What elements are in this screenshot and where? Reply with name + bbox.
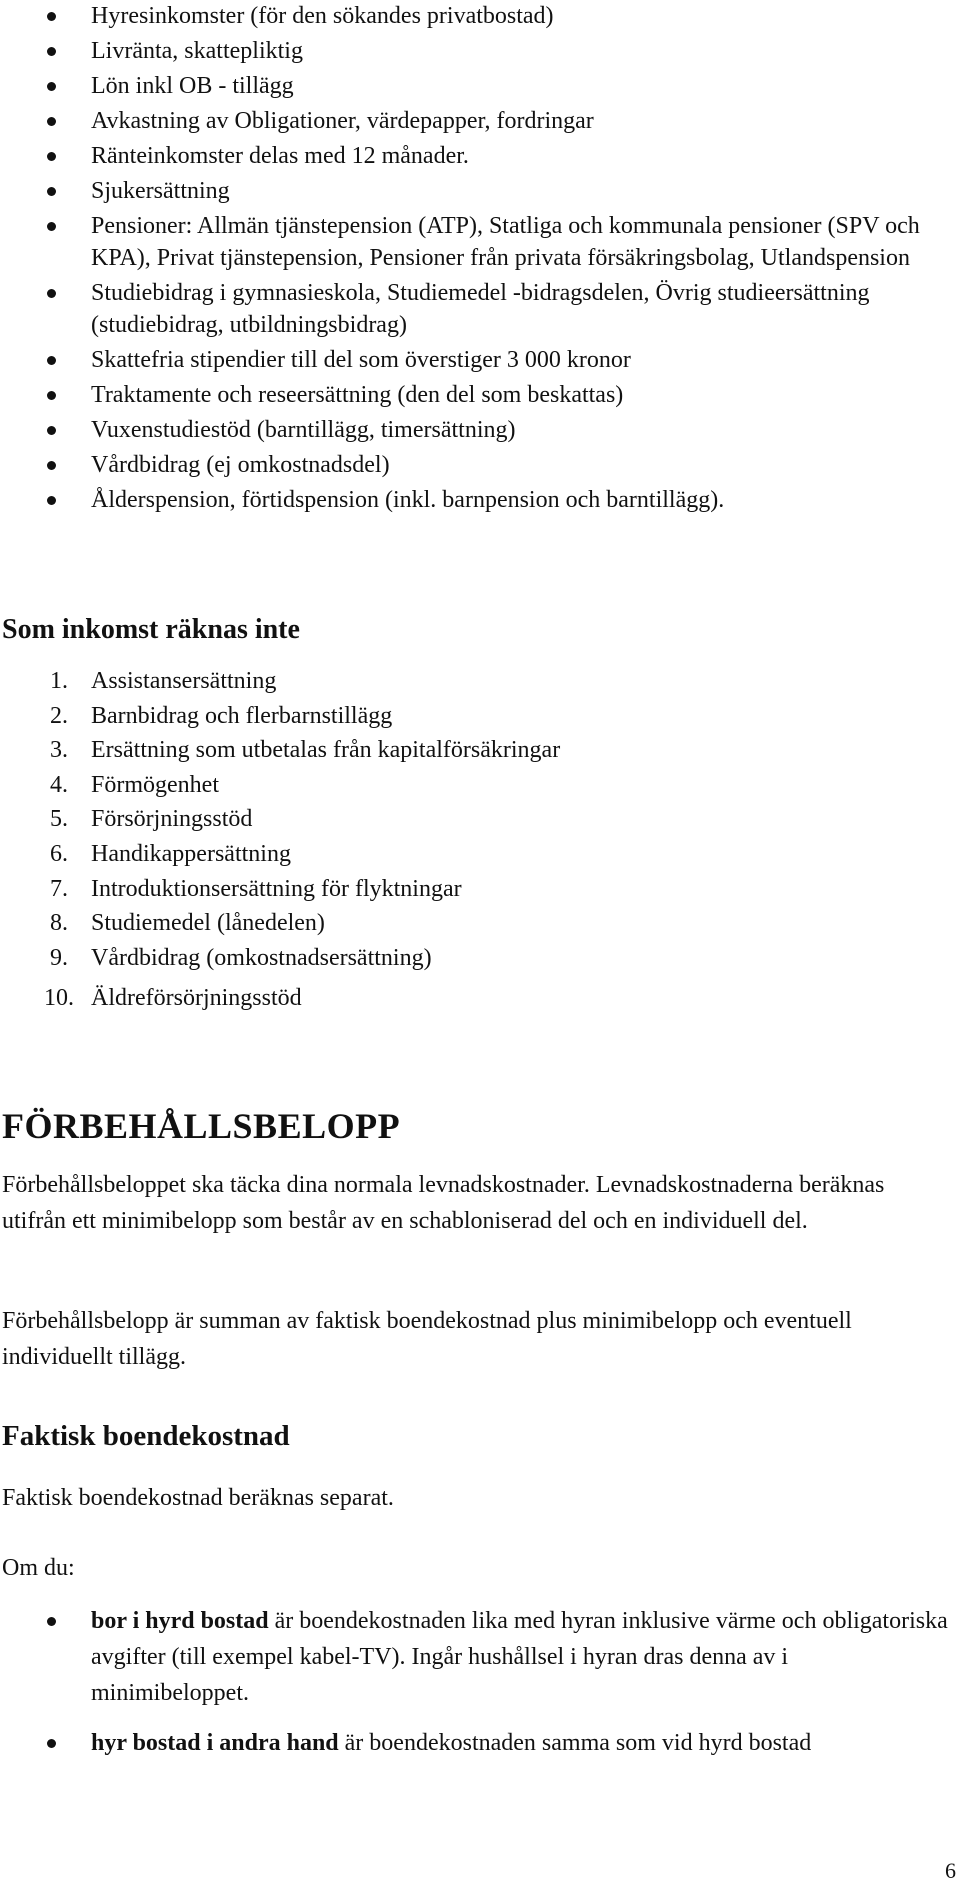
forbehallsbelopp-paragraph-2: Förbehållsbelopp är summan av faktisk boendekostnad plus minimibelopp och eventuell individuellt tillägg. bbox=[2, 1308, 852, 1370]
list-item-text: Barnbidrag och flerbarnstillägg bbox=[91, 702, 393, 729]
list-item-text: Pensioner: Allmän tjänstepension (ATP), Statliga och kommunala pensioner (SPV och KPA), Privat tjänstepension, Pensioner från privata försäkringsbolag, Utlandspension bbox=[91, 213, 920, 271]
list-number: 3. bbox=[50, 737, 68, 764]
forbehallsbelopp-heading: FÖRBEHÅLLSBELOPP bbox=[2, 1106, 401, 1146]
list-item-bold: hyr bostad i andra hand bbox=[91, 1730, 339, 1756]
list-item-text: Äldreförsörjningsstöd bbox=[91, 985, 302, 1012]
list-item-text: Hyresinkomster (för den sökandes privatbostad) bbox=[91, 3, 554, 29]
list-item bbox=[0, 873, 960, 908]
bullet-icon bbox=[47, 1617, 56, 1626]
list-item-text: Traktamente och reseersättning (den del som beskattas) bbox=[91, 382, 624, 408]
bullet-icon bbox=[47, 12, 56, 21]
list-item bbox=[0, 210, 960, 274]
list-item bbox=[0, 665, 960, 700]
list-item-text: Livränta, skattepliktig bbox=[91, 38, 303, 64]
bullet-icon bbox=[47, 461, 56, 470]
list-item-text: Ersättning som utbetalas från kapitalförsäkringar bbox=[91, 737, 561, 764]
bullet-icon bbox=[47, 289, 56, 298]
list-item bbox=[0, 70, 960, 102]
list-item bbox=[0, 0, 960, 32]
list-item bbox=[0, 769, 960, 804]
list-item bbox=[0, 838, 960, 873]
bullet-icon bbox=[47, 82, 56, 91]
list-item bbox=[0, 105, 960, 137]
list-item-text: Lön inkl OB - tillägg bbox=[91, 73, 294, 99]
list-item bbox=[0, 1725, 960, 1761]
excluded-heading: Som inkomst räknas inte bbox=[2, 614, 300, 645]
list-item-text: Studiebidrag i gymnasieskola, Studiemedel -bidragsdelen, Övrig studieersättning (studiebidrag, utbildningsbidrag) bbox=[91, 280, 870, 338]
list-item-text: Ålderspension, förtidspension (inkl. barnpension och barntillägg). bbox=[91, 487, 725, 513]
list-item bbox=[0, 35, 960, 67]
list-number: 4. bbox=[50, 771, 68, 798]
faktisk-boendekostnad-heading: Faktisk boendekostnad bbox=[2, 1420, 290, 1452]
forbehallsbelopp-paragraph-1: Förbehållsbeloppet ska täcka dina normala levnadskostnader. Levnadskostnaderna beräknas utifrån ett minimibelopp som består av en schabloniserad del och en individuell del. bbox=[2, 1172, 885, 1234]
list-item-text: Vårdbidrag (ej omkostnadsdel) bbox=[91, 452, 390, 478]
list-item-text: Försörjningsstöd bbox=[91, 806, 253, 833]
income-list bbox=[0, 0, 960, 519]
list-item-text: är boendekostnaden lika med hyran inklusive värme och obligatoriska avgifter (till exempel kabel-TV). Ingår hushållsel i hyran dras denna av i minimibeloppet. bbox=[91, 1608, 948, 1706]
faktisk-paragraph-1: Faktisk boendekostnad beräknas separat. bbox=[2, 1485, 394, 1511]
page-number: 6 bbox=[945, 1858, 956, 1883]
list-item bbox=[0, 1603, 960, 1711]
list-item bbox=[0, 414, 960, 446]
list-item bbox=[0, 803, 960, 838]
list-item bbox=[0, 982, 960, 1017]
list-item-text: Assistansersättning bbox=[91, 668, 277, 694]
bullet-icon bbox=[47, 496, 56, 505]
bullet-icon bbox=[47, 187, 56, 196]
bullet-icon bbox=[47, 356, 56, 365]
list-number: 9. bbox=[50, 944, 68, 971]
boendekostnad-list bbox=[0, 1603, 960, 1775]
list-item bbox=[0, 140, 960, 172]
bullet-icon bbox=[47, 117, 56, 126]
list-item bbox=[0, 942, 960, 977]
bullet-icon bbox=[47, 47, 56, 56]
faktisk-paragraph-2: Om du: bbox=[2, 1555, 75, 1581]
list-item bbox=[0, 484, 960, 516]
excluded-list bbox=[0, 665, 960, 1017]
list-number: 5. bbox=[50, 806, 68, 833]
list-item-text: Skattefria stipendier till del som överstiger 3 000 kronor bbox=[91, 347, 631, 373]
list-item bbox=[0, 734, 960, 769]
list-item bbox=[0, 449, 960, 481]
list-number: 8. bbox=[50, 910, 68, 937]
bullet-icon bbox=[47, 391, 56, 400]
bullet-icon bbox=[47, 1739, 56, 1748]
list-item-text: Avkastning av Obligationer, värdepapper, fordringar bbox=[91, 108, 594, 134]
list-item-bold: bor i hyrd bostad bbox=[91, 1608, 269, 1634]
list-number: 2. bbox=[50, 702, 68, 729]
list-item-text: Vårdbidrag (omkostnadsersättning) bbox=[91, 944, 432, 971]
list-item bbox=[0, 175, 960, 207]
list-number: 1. bbox=[50, 668, 68, 694]
list-item-text: är boendekostnaden samma som vid hyrd bostad bbox=[338, 1730, 812, 1756]
list-item-text: Förmögenhet bbox=[91, 771, 219, 798]
list-item-text: Vuxenstudiestöd (barntillägg, timersättning) bbox=[91, 417, 516, 443]
list-item bbox=[0, 277, 960, 341]
list-item-text: Ränteinkomster delas med 12 månader. bbox=[91, 143, 469, 169]
bullet-icon bbox=[47, 426, 56, 435]
list-number: 6. bbox=[50, 840, 68, 867]
list-number: 10. bbox=[44, 985, 74, 1012]
list-item-text: Introduktionsersättning för flyktningar bbox=[91, 875, 462, 902]
list-item bbox=[0, 379, 960, 411]
list-item-text: Handikappersättning bbox=[91, 840, 291, 867]
list-item bbox=[0, 344, 960, 376]
list-number: 7. bbox=[50, 875, 68, 902]
list-item bbox=[0, 907, 960, 942]
list-item bbox=[0, 700, 960, 735]
list-item-text: Sjukersättning bbox=[91, 178, 230, 204]
list-item-text: Studiemedel (lånedelen) bbox=[91, 910, 325, 937]
bullet-icon bbox=[47, 222, 56, 231]
bullet-icon bbox=[47, 152, 56, 161]
